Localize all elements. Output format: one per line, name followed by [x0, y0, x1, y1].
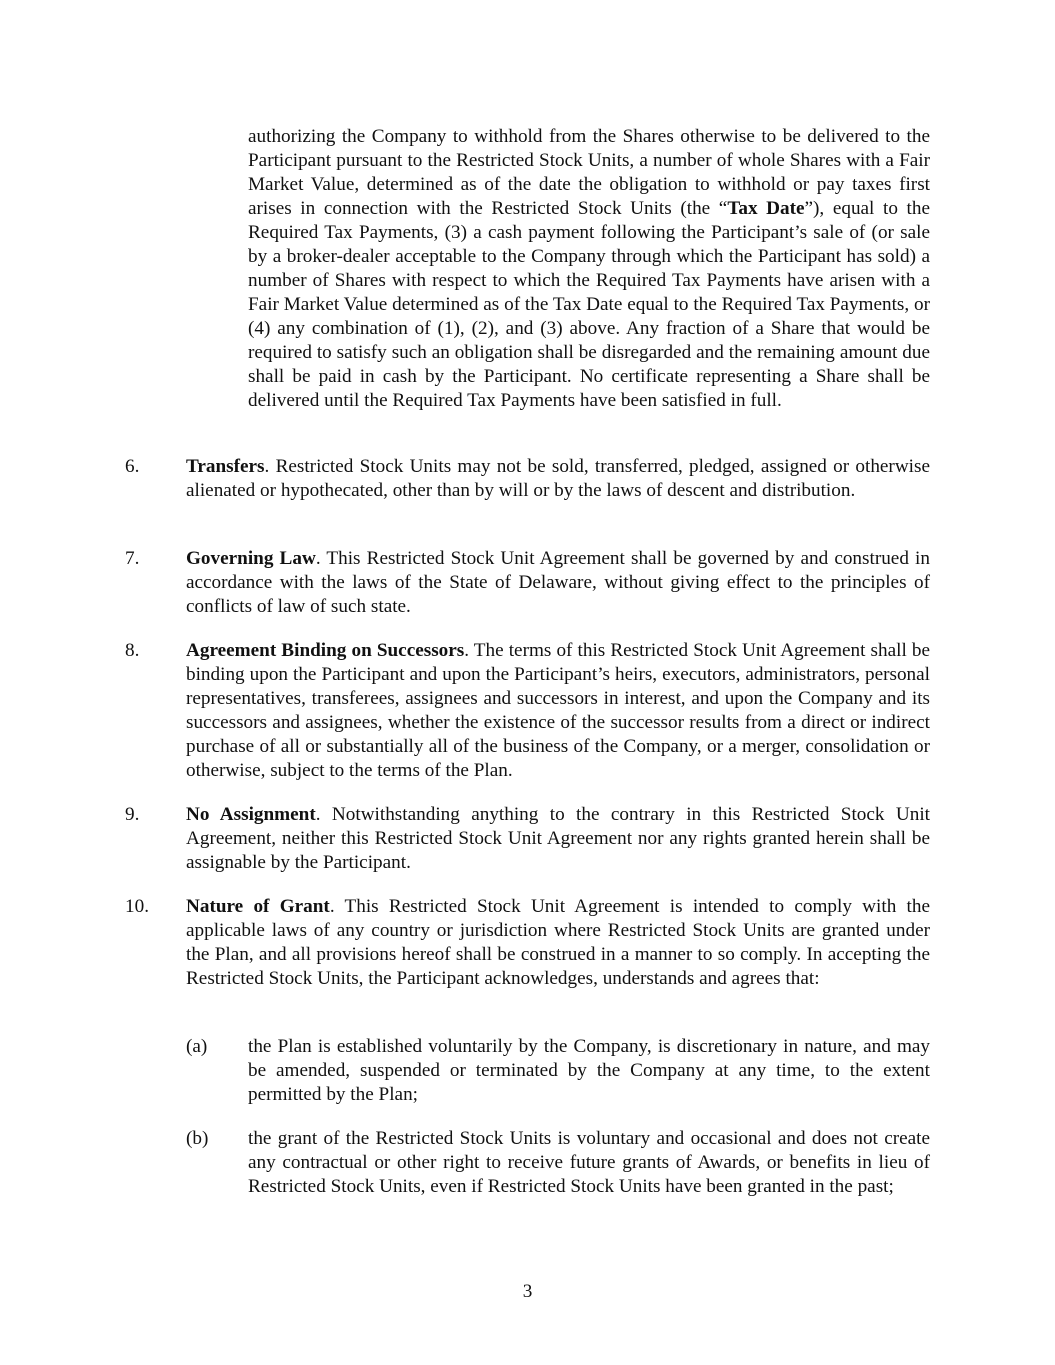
section-7-heading: Governing Law [186, 548, 316, 569]
continuation-text-after: ”), equal to the Required Tax Payments, (3) a cash payment following the Participant’s sale of (or sale by a broker-dealer acceptable to the Company through which the Participant has sold) a number of Shares with respect to which the Required Tax Payments have arisen with a Fair Market Value determined as of the Tax Date equal to the Required Tax Payments, or (4) any combination of (1), (2), and (3) above. Any fraction of a Share that would be required to satisfy such an obligation shall be disregarded and the remaining amount due shall be paid in cash by the Participant. No certificate representing a Share shall be delivered until the Required Tax Payments have been satisfied in full. [248, 198, 930, 411]
section-8-number: 8. [125, 640, 140, 661]
section-6-paragraph [186, 455, 930, 503]
continuation-text-before: authorizing the Company to withhold from the Shares otherwise to be delivered to the Participant pursuant to the Restricted Stock Units, a number of whole Shares with a Fair Market Value, determined as of the date the obligation to withhold or pay taxes first arises in connection with the Restricted Stock Units (the “ [248, 126, 930, 219]
section-10-heading: Nature of Grant [186, 896, 330, 917]
section-8-paragraph [186, 639, 930, 783]
section-7-text: . This Restricted Stock Unit Agreement shall be governed by and construed in accordance with the laws of the State of Delaware, without giving effect to the principles of conflicts of law of such state. [186, 548, 930, 617]
subsection-a-text: the Plan is established voluntarily by the Company, is discretionary in nature, and may be amended, suspended or terminated by the Company at any time, to the extent permitted by the Plan; [248, 1036, 930, 1105]
section-6-number: 6. [125, 456, 140, 477]
continuation-paragraph [248, 125, 930, 413]
section-6-heading: Transfers [186, 456, 265, 477]
section-9-heading: No Assignment [186, 804, 316, 825]
section-8-text: . The terms of this Restricted Stock Unit Agreement shall be binding upon the Participant and upon the Participant’s heirs, executors, administrators, personal representatives, transferees, assignees and successors in interest, and upon the Company and its successors and assignees, whether the existence of the successor results from a direct or indirect purchase of all or substantially all of the business of the Company, or a merger, consolidation or otherwise, subject to the terms of the Plan. [186, 640, 930, 781]
section-9-text: . Notwithstanding anything to the contrary in this Restricted Stock Unit Agreement, neither this Restricted Stock Unit Agreement nor any rights granted herein shall be assignable by the Participant. [186, 804, 931, 873]
tax-date-term: Tax Date [727, 198, 805, 219]
section-9-paragraph [186, 803, 930, 875]
subsection-b-label: (b) [186, 1128, 209, 1149]
section-10-text: . This Restricted Stock Unit Agreement is intended to comply with the applicable laws of any country or jurisdiction where Restricted Stock Units are granted under the Plan, and all provisions hereof shall be construed in a manner to so comply. In accepting the Restricted Stock Units, the Participant acknowledges, understands and agrees that: [186, 896, 930, 989]
section-10-paragraph [186, 895, 930, 991]
section-6-text: . Restricted Stock Units may not be sold, transferred, pledged, assigned or otherwise alienated or hypothecated, other than by will or by the laws of descent and distribution. [186, 456, 930, 501]
page-number: 3 [522, 1281, 533, 1302]
subsection-a-label: (a) [186, 1036, 208, 1057]
section-9-number: 9. [125, 804, 140, 825]
section-10-number: 10. [125, 896, 149, 917]
subsection-b-text: the grant of the Restricted Stock Units is voluntary and occasional and does not create any contractual or other right to receive future grants of Awards, or benefits in lieu of Restricted Stock Units, even if Restricted Stock Units have been granted in the past; [248, 1128, 930, 1197]
section-7-paragraph [186, 547, 930, 619]
section-7-number: 7. [125, 548, 140, 569]
section-8-heading: Agreement Binding on Successors [186, 640, 465, 661]
